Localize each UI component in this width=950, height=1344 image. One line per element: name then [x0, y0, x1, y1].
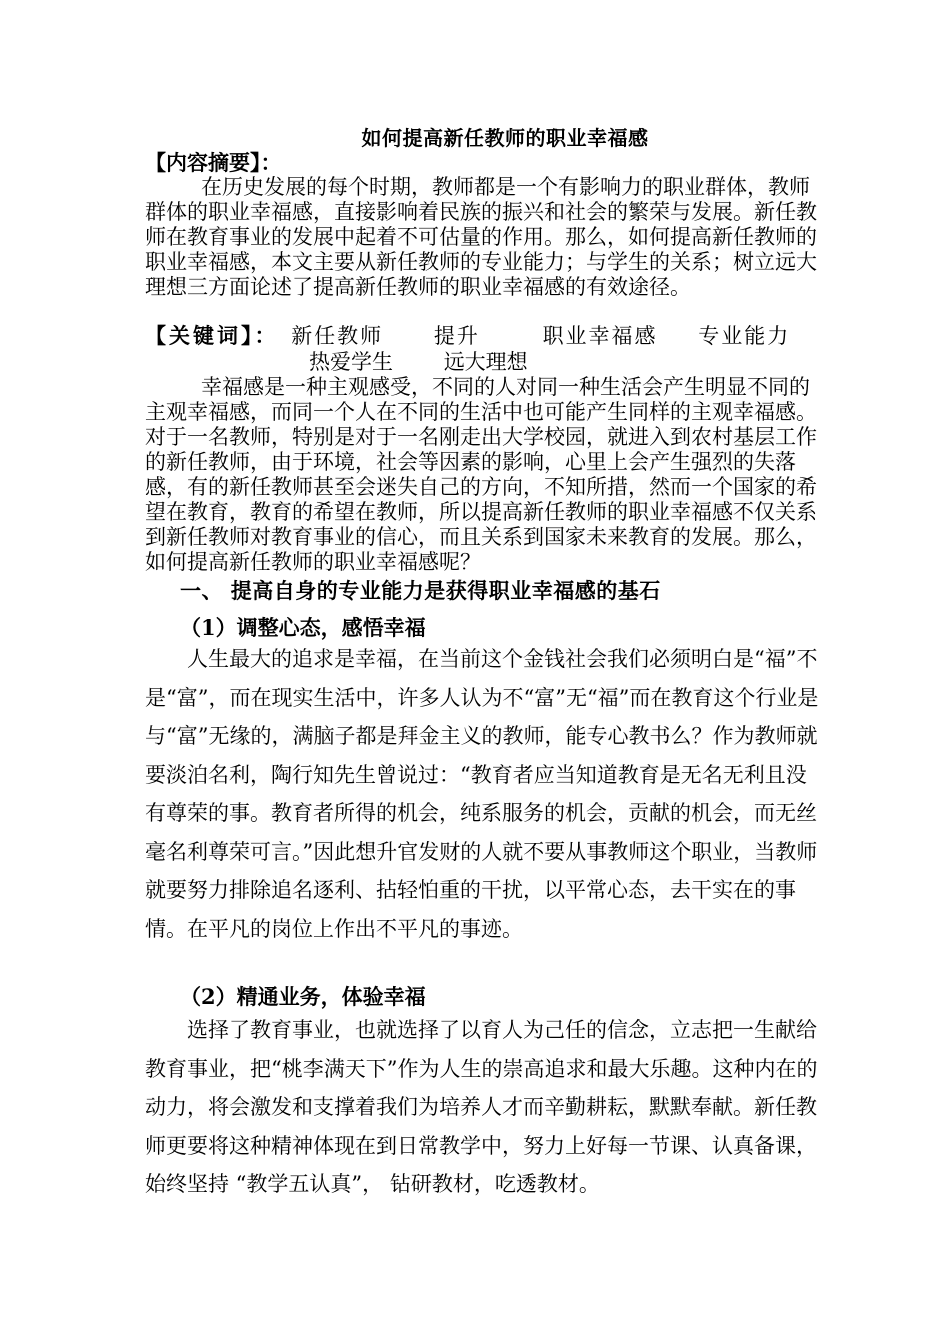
subsection-2-body [145, 1011, 825, 1204]
abstract-label: 【内容摘要】： [145, 150, 282, 175]
intro-paragraph [145, 375, 825, 575]
keyword: 提升 [433, 324, 480, 348]
document-title: 如何提高新任教师的职业幸福感 [361, 126, 649, 150]
subsection-2-text: 选择了教育事业，也就选择了以育人为己任的信念，立志把一生献给教育事业，把“桃李满天下”作为人生的崇高追求和最大乐趣。这种内在的动力，将会激发和支撑着我们为培养人才而辛勤耕耘，默默奉献。新任教师更要将这种精神体现在到日常教学中，努力上好每一节课、认真备课，始终坚持 “教学五认真”， 钻研教材，吃透教材。 [145, 1018, 818, 1196]
abstract-text: 在历史发展的每个时期，教师都是一个有影响力的职业群体，教师群体的职业幸福感，直接影响着民族的振兴和社会的繁荣与发展。新任教师在教育事业的发展中起着不可估量的作用。那么，如何提高新任教师的职业幸福感，本文主要从新任教师的专业能力；与学生的关系；树立远大理想三方面论述了提高新任教师的职业幸福感的有效途径。 [145, 175, 817, 299]
keywords-section [145, 323, 825, 375]
abstract-section [145, 150, 825, 300]
keywords-row-2 [145, 349, 825, 375]
subsection-1-body [145, 640, 825, 948]
keyword: 职业幸福感 [542, 324, 658, 348]
keywords-row-1 [145, 323, 825, 349]
intro-text: 幸福感是一种主观感受，不同的人对同一种生活会产生明显不同的主观幸福感，而同一个人在不同的生活中也可能产生同样的主观幸福感。对于一名教师，特别是对于一名刚走出大学校园，就进入到农村基层工作的新任教师，由于环境，社会等因素的影响，心里上会产生强烈的失落感，有的新任教师甚至会迷失自己的方向，不知所措，然而一个国家的希望在教育，教育的希望在教师，所以提高新任教师的职业幸福感不仅关系到新任教师对教育事业的信心，而且关系到国家未来教育的发展。那么，如何提高新任教师的职业幸福感呢？ [145, 375, 817, 574]
keyword: 专业能力 [698, 324, 791, 348]
keyword: 远大理想 [443, 350, 528, 374]
keyword: 热爱学生 [309, 350, 393, 374]
keyword: 新任教师 [291, 324, 384, 348]
subsection-1-text: 人生最大的追求是幸福，在当前这个金钱社会我们必须明白是“福”不是“富”，而在现实生活中，许多人认为不“富”无“福”而在教育这个行业是与“富”无缘的，满脑子都是拜金主义的教师，能专心教书么？作为教师就要淡泊名利，陶行知先生曾说过：“教育者应当知道教育是无名无利且没有尊荣的事。教育者所得的机会，纯系服务的机会，贡献的机会，而无丝毫名利尊荣可言。”因此想升官发财的人就不要从事教师这个职业，当教师就要努力排除追名逐利、拈轻怕重的干扰，以平常心态，去干实在的事情。在平凡的岗位上作出不平凡的事迹。 [145, 647, 819, 941]
section-1-heading: 一、 提高自身的专业能力是获得职业幸福感的基石 [180, 578, 661, 603]
subsection-2-heading: （2）精通业务，体验幸福 [180, 984, 426, 1009]
keywords-label: 【关键词】： [145, 323, 279, 348]
subsection-1-heading: （1）调整心态，感悟幸福 [180, 615, 426, 640]
